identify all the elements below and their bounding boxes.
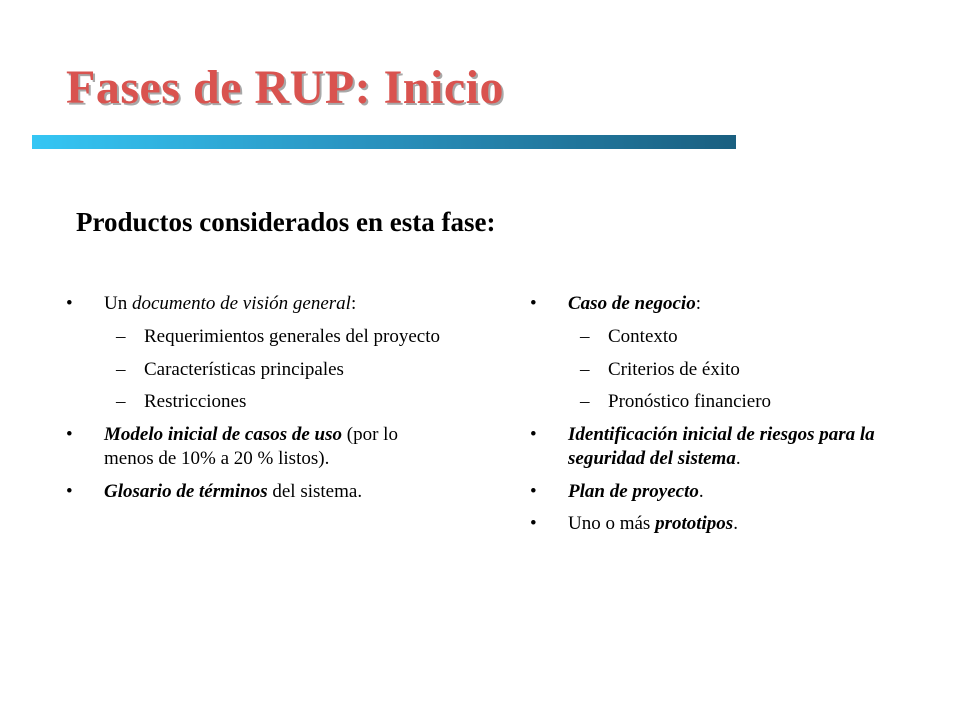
list-item-business-case: • Caso de negocio:	[530, 293, 701, 314]
sub-item-success-criteria: – Criterios de éxito	[580, 358, 740, 380]
dash-marker: –	[116, 325, 126, 347]
right-column	[530, 292, 930, 545]
slide-subtitle: Productos considerados en esta fase:	[76, 207, 496, 237]
dash-marker: –	[580, 391, 590, 413]
bullet-marker: •	[66, 480, 73, 502]
list-item-vision-document: • Un documento de visión general:	[66, 293, 357, 314]
sub-item-financial-forecast: – Pronóstico financiero	[580, 391, 772, 413]
sub-item-features: – Características principales	[116, 358, 344, 380]
sub-item-context: – Contexto	[580, 325, 678, 347]
bullet-marker: •	[66, 293, 73, 314]
slide-title: Fases de RUP: Inicio	[66, 61, 504, 114]
bullet-marker: •	[530, 293, 537, 314]
list-item-prototypes: • Uno o más prototipos.	[530, 513, 738, 535]
sub-item-restrictions: – Restricciones	[116, 391, 247, 413]
list-item-glossary: • Glosario de términos del sistema.	[66, 480, 363, 502]
bullet-marker: •	[66, 424, 73, 445]
list-item-project-plan: • Plan de proyecto.	[530, 480, 704, 502]
bullet-marker: •	[530, 480, 537, 502]
dash-marker: –	[580, 325, 590, 347]
sub-item-requirements: – Requerimientos generales del proyecto	[116, 325, 440, 347]
list-item-use-case-model: • Modelo inicial de casos de uso (por lo menos de 10% a 20 % listos).	[66, 424, 398, 469]
dash-marker: –	[580, 358, 590, 380]
bullet-marker: •	[530, 424, 537, 445]
left-column	[66, 292, 446, 512]
dash-marker: –	[116, 358, 126, 380]
title-underline-bar	[32, 135, 736, 149]
bullet-marker: •	[530, 513, 537, 535]
list-item-risk-identification: • Identificación inicial de riesgos para la seguridad del sistema.	[530, 424, 875, 469]
dash-marker: –	[116, 391, 126, 413]
